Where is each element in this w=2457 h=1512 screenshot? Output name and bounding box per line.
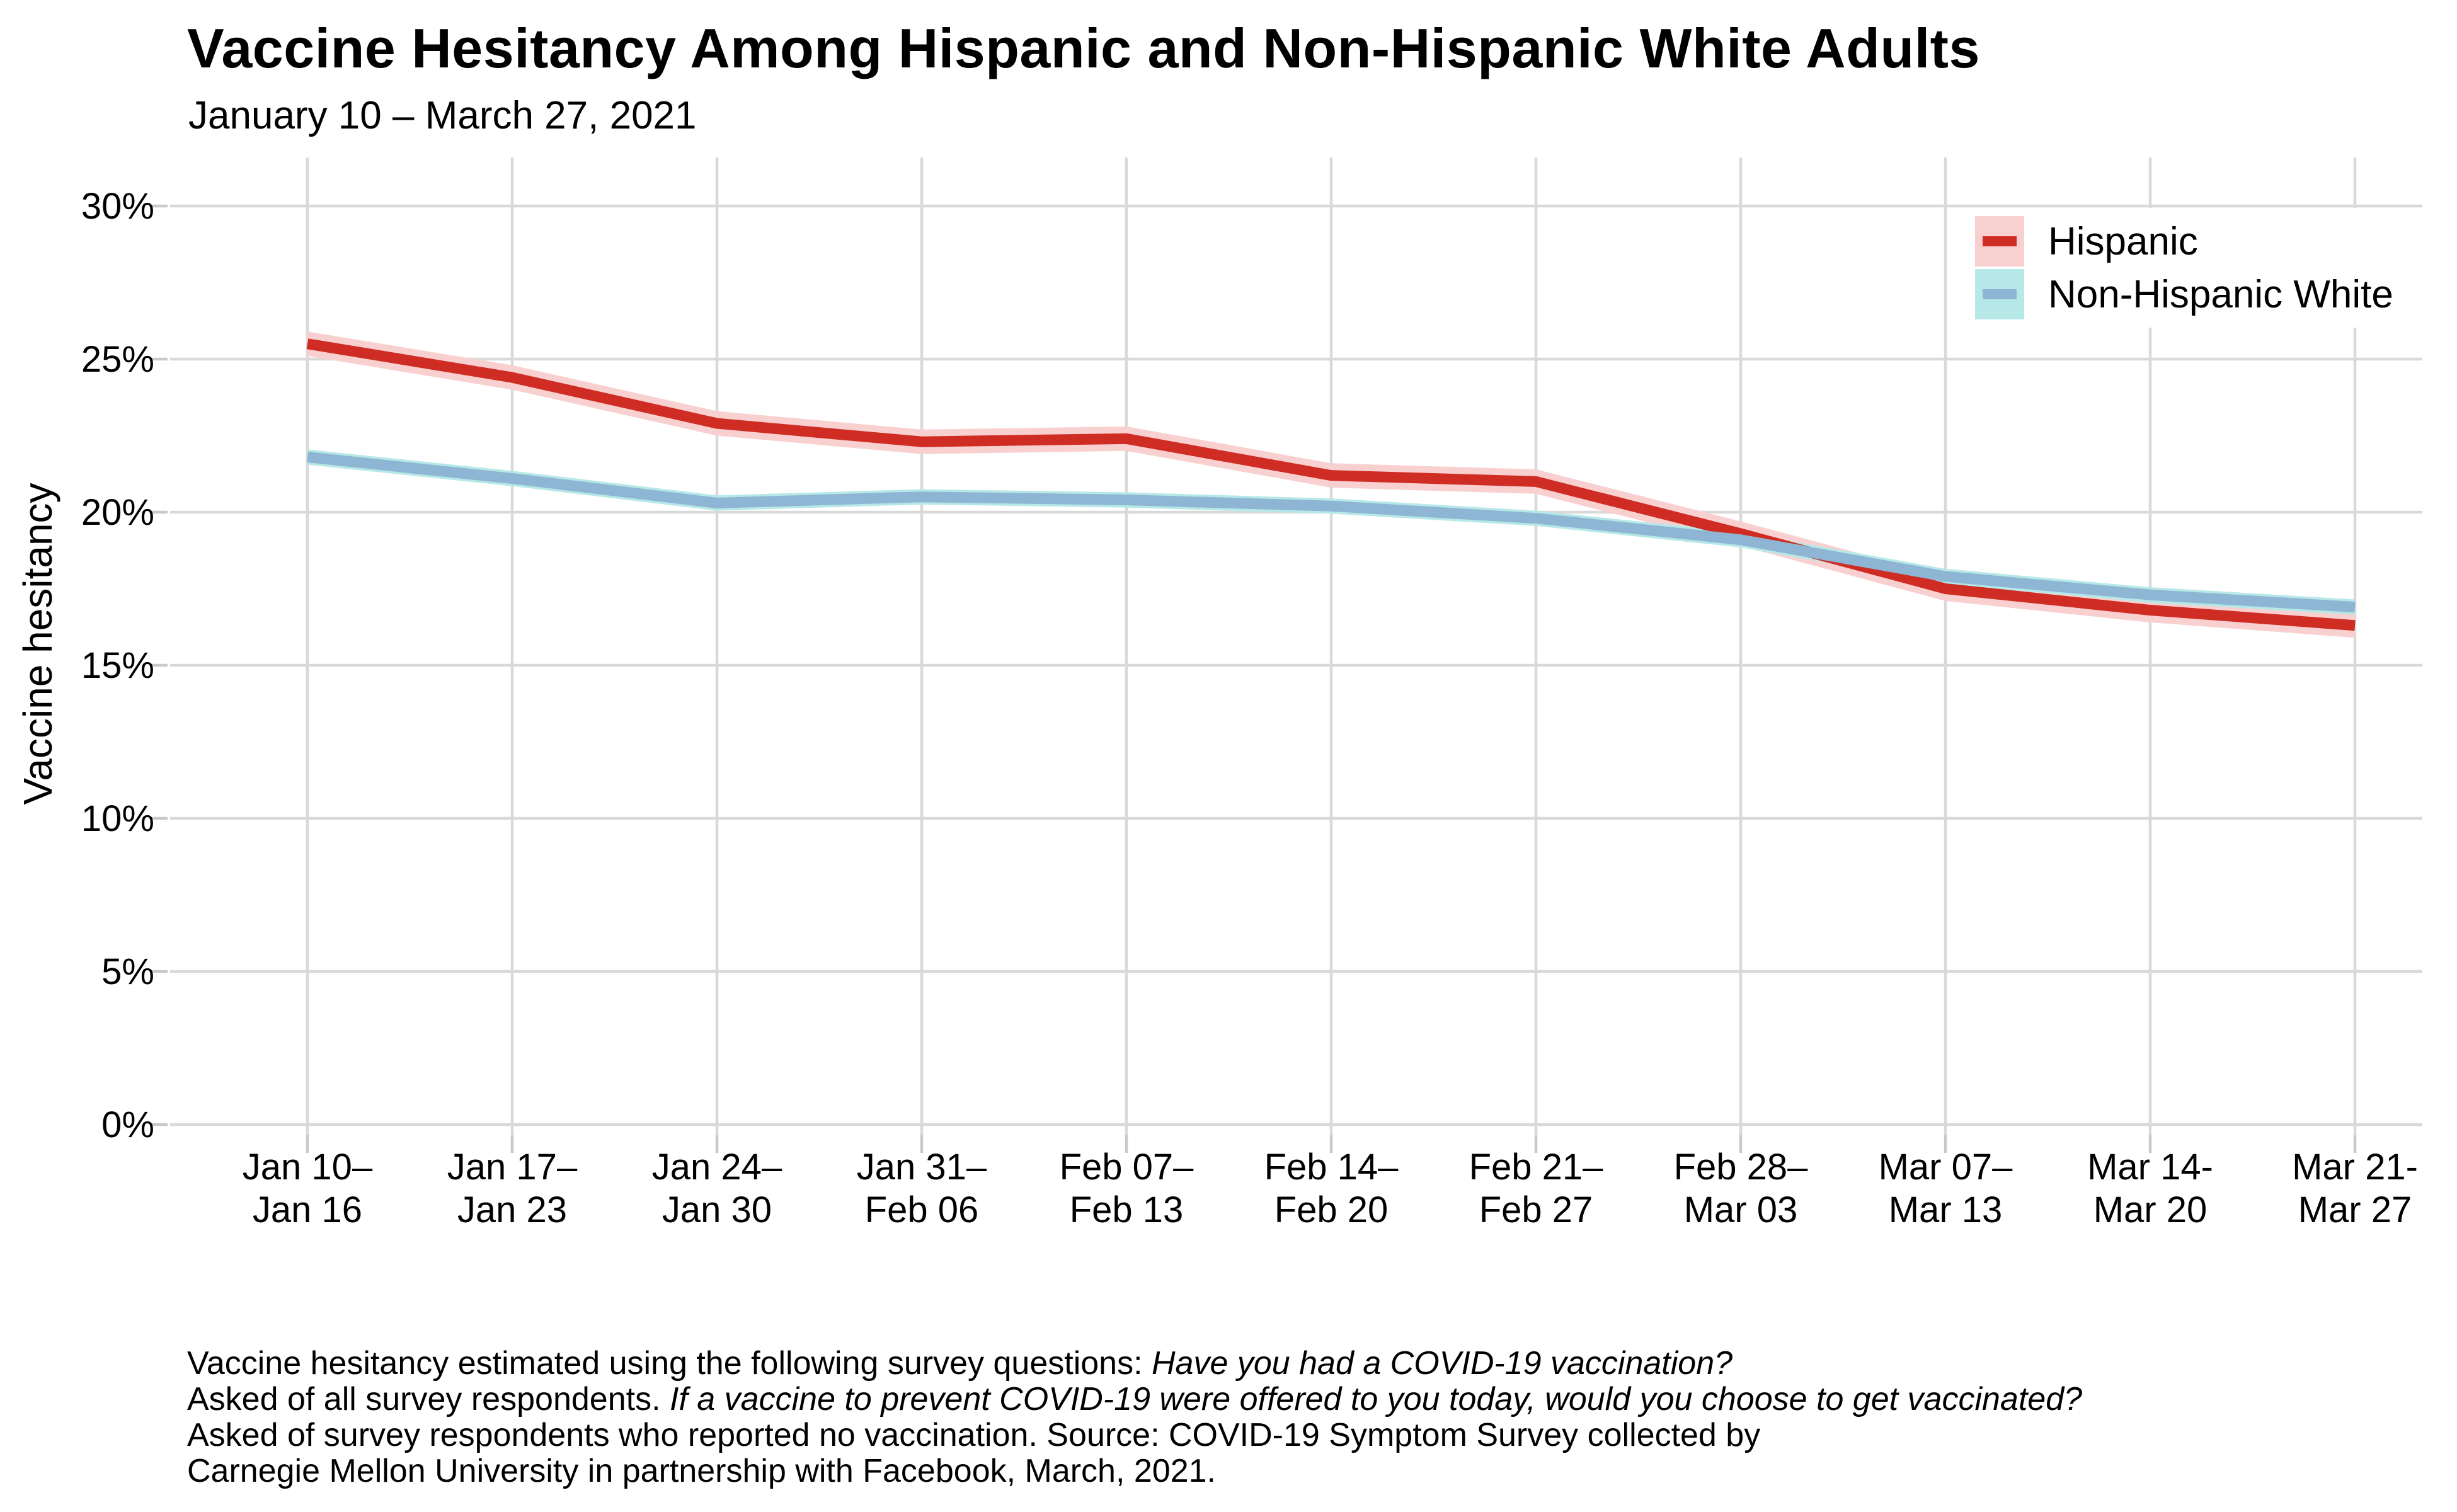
legend-key-line [1983,236,2017,246]
caption-survey-question: If a vaccine to prevent COVID-19 were offered to you today, would you choose to get vaccinated? [669,1381,2083,1418]
x-tick-label: Feb 13 [1069,1189,1184,1230]
caption-text: Vaccine hesitancy estimated using the following survey questions: [187,1345,1152,1382]
x-tick-label: Feb 14– [1264,1147,1399,1188]
x-tick-label: Jan 23 [457,1189,568,1230]
x-tick-label: Mar 13 [1888,1189,2003,1230]
legend [1975,208,2426,328]
x-tick-label: Mar 03 [1683,1189,1798,1230]
caption-line [187,1382,2380,1418]
caption-line [187,1346,2380,1382]
x-tick-label: Mar 20 [2093,1189,2208,1230]
x-tick-label: Feb 07– [1059,1147,1194,1188]
x-tick-label: Mar 27 [2298,1189,2412,1230]
legend-label: Non-Hispanic White [2048,272,2393,316]
x-tick-label: Mar 14- [2087,1147,2213,1188]
legend-key-swatch [1975,216,2024,266]
caption-survey-question: Have you had a COVID-19 vaccination? [1151,1345,1733,1382]
caption [187,1346,2380,1489]
x-tick-label: Jan 24– [651,1147,782,1188]
x-tick-label: Mar 07– [1878,1147,2013,1188]
caption-line [187,1418,2380,1453]
y-axis-title: Vaccine hesitancy [15,483,60,805]
legend-item [1975,216,2426,266]
page-title: Vaccine Hesitancy Among Hispanic and Non-Hispanic White Adults [187,17,1980,79]
axis-ticks [150,206,2355,1153]
x-tick-label: Jan 17– [447,1147,578,1188]
x-tick-label: Jan 10– [242,1147,373,1188]
x-tick-label: Jan 31– [856,1147,987,1188]
y-tick-label: 0% [101,1104,154,1145]
y-tick-label: 25% [81,339,154,380]
caption-text: Asked of survey respondents who reported no vaccination. Source: COVID-19 Symptom Survey collected by [187,1417,1761,1453]
x-tick-label: Mar 21- [2292,1147,2418,1188]
caption-text: Asked of all survey respondents. [187,1381,670,1418]
y-tick-label: 10% [81,798,154,839]
caption-line [187,1453,2380,1489]
legend-item [1975,269,2426,319]
y-tick-label: 20% [81,492,154,533]
x-tick-label: Feb 21– [1469,1147,1603,1188]
legend-key-swatch [1975,269,2024,319]
x-tick-label: Feb 27 [1479,1189,1593,1230]
x-tick-label: Jan 30 [662,1189,772,1230]
y-tick-label: 15% [81,645,154,686]
x-tick-label: Feb 28– [1673,1147,1808,1188]
x-tick-label: Feb 06 [864,1189,979,1230]
x-tick-label: Jan 16 [252,1189,363,1230]
chart-subtitle: January 10 – March 27, 2021 [188,94,697,137]
legend-key-line [1983,289,2017,299]
caption-text: Carnegie Mellon University in partnership with Facebook, March, 2021. [187,1453,1216,1489]
x-tick-label: Feb 20 [1274,1189,1389,1230]
y-tick-label: 30% [81,186,154,227]
legend-label: Hispanic [2048,219,2198,263]
y-tick-label: 5% [101,951,154,992]
